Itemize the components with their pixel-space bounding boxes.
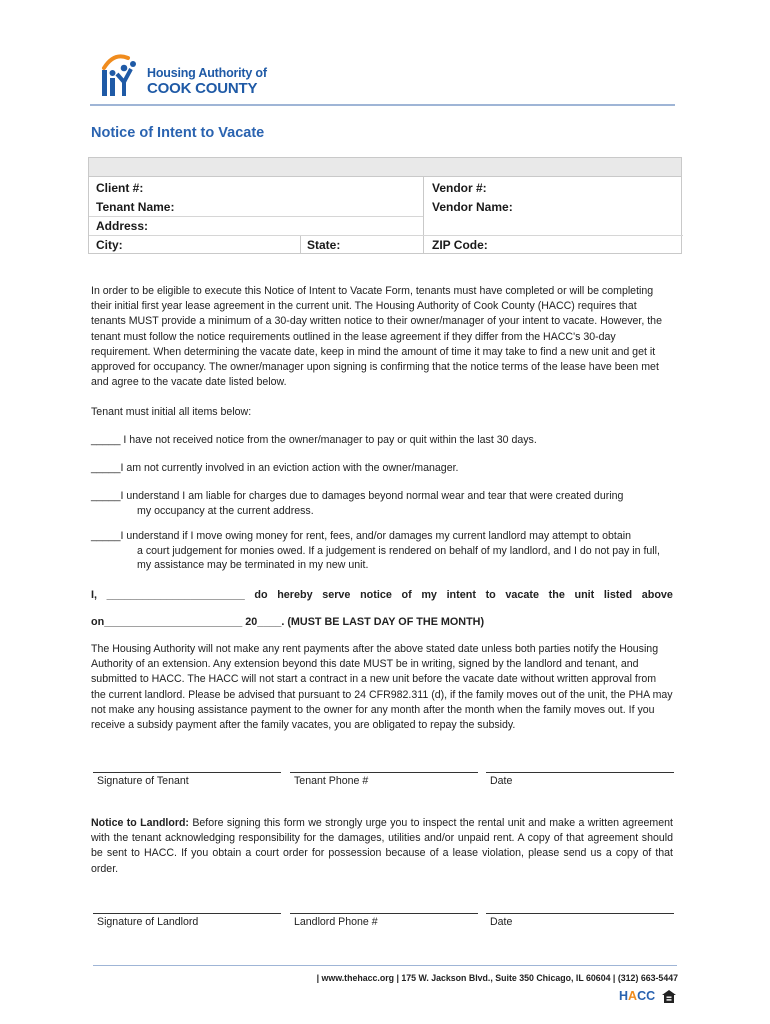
declaration-line-2[interactable]: on_______________________ 20____. (MUST BE LAST DAY OF THE MONTH): [91, 616, 485, 628]
declaration-word: above: [641, 589, 673, 601]
landlord-phone-line[interactable]: [290, 913, 478, 914]
checklist-item[interactable]: [91, 461, 676, 476]
state-field[interactable]: State:: [307, 238, 341, 252]
hacc-logo: [100, 52, 270, 98]
city-field[interactable]: City:: [96, 238, 123, 252]
initial-blank[interactable]: _____: [91, 434, 124, 446]
page-title: Notice of Intent to Vacate: [91, 125, 265, 141]
tenant-date-line[interactable]: [486, 772, 674, 773]
tenant-date-label: Date: [490, 775, 513, 787]
checklist-text-continued: a court judgement for monies owed. If a judgement is rendered on behalf of my landlord, and I do not pay in full, my assistance may be terminated in my new unit.: [137, 544, 660, 571]
landlord-date-line[interactable]: [486, 913, 674, 914]
initial-blank[interactable]: _____: [91, 490, 121, 502]
footer-hacc-logo: [619, 989, 655, 1003]
declaration-line-1[interactable]: [91, 589, 673, 601]
name-blank[interactable]: _______________________: [106, 589, 245, 601]
equal-housing-icon: [662, 990, 676, 1003]
client-number-field[interactable]: Client #:: [96, 181, 144, 195]
declaration-word: listed: [603, 589, 633, 601]
footer-divider: [93, 965, 677, 966]
checklist-item[interactable]: [91, 489, 676, 518]
landlord-signature-label: Signature of Landlord: [97, 916, 199, 928]
checklist-item[interactable]: [91, 529, 676, 573]
initials-instruction: Tenant must initial all items below:: [91, 406, 252, 418]
initial-blank[interactable]: _____: [91, 462, 121, 474]
landlord-notice-heading: Notice to Landlord:: [91, 817, 189, 829]
declaration-word: I,: [91, 589, 97, 601]
checklist-text: I understand if I move owing money for rent, fees, and/or damages my current landlord may attempt to obtain: [120, 530, 631, 542]
tenant-signature-label: Signature of Tenant: [97, 775, 189, 787]
tenant-name-field[interactable]: Tenant Name:: [96, 200, 175, 214]
declaration-word: intent: [446, 589, 476, 601]
checklist-text: I understand I am liable for charges due to damages beyond normal wear and tear that were created during: [120, 490, 624, 502]
checklist-text: I have not received notice from the owner/manager to pay or quit within the last 30 days.: [123, 434, 537, 446]
checklist-item[interactable]: [91, 433, 676, 448]
landlord-signature-line[interactable]: [93, 913, 281, 914]
landlord-notice-body: Before signing this form we strongly urge you to inspect the rental unit and make a written agreement with the tenant acknowledging responsibility for the damages, utilities and/or unpaid rent. A copy of that agreement should be sent to HACC. If you obtain a court order for possession because of a lease violation, please send us a copy of that order.: [91, 817, 673, 875]
info-table-header: [89, 158, 681, 177]
declaration-word: to: [485, 589, 496, 601]
vendor-name-field[interactable]: Vendor Name:: [432, 200, 513, 214]
tenant-info-table: [88, 157, 682, 254]
row-divider: [89, 235, 683, 236]
eligibility-paragraph: In order to be eligible to execute this Notice of Intent to Vacate Form, tenants must have completed or will be completing their initial first year lease agreement in the current unit. The Housing Authority of Cook County (HACC) requires that tenants MUST provide a minimum of a 30-day written notice to their owner/manager of your intent to vacate. However, the tenant must follow the notice requirements outlined in the lease agreement if they differ from the HACC's 30-day requirement. When determining the vacate date, keep in mind the amount of time it may take to find a new unit and get it approved for occupancy. The owner/manager upon signing is confirming that the notice terms of the lease have been met and agree to the vacate date listed below.: [91, 285, 662, 389]
org-name-line1: Housing Authority of: [147, 66, 267, 80]
declaration-word: serve: [322, 589, 351, 601]
declaration-word: my: [421, 589, 437, 601]
zip-code-field[interactable]: ZIP Code:: [432, 238, 488, 252]
tenant-phone-line[interactable]: [290, 772, 478, 773]
landlord-notice-paragraph: [91, 816, 673, 877]
declaration-word: do: [254, 589, 268, 601]
family-house-icon: [100, 52, 144, 98]
initial-blank[interactable]: _____: [91, 530, 121, 542]
footer-logo-text: HACC: [619, 989, 656, 1003]
header-divider: [90, 104, 675, 106]
footer-contact: | www.thehacc.org | 175 W. Jackson Blvd., Suite 350 Chicago, IL 60604 | (312) 663-5447: [316, 973, 678, 983]
checklist-text-continued: my occupancy at the current address.: [137, 504, 314, 517]
declaration-word: unit: [574, 589, 595, 601]
column-divider: [300, 235, 301, 254]
vendor-number-field[interactable]: Vendor #:: [432, 181, 487, 195]
rent-payment-paragraph: The Housing Authority will not make any rent payments after the above stated date unless both parties notify the Housing Authority of an extension. Any extension beyond this date MUST be in writing, signed by the landlord and tenant, and submitted to HACC. The HACC will not start a contract in a new unit before the vacate date without written approval from the current landlord. Please be advised that pursuant to 24 CFR982.311 (d), if the family moves out of the unit, the PHA may not make any housing assistance payment to the owner for any month after the month when the family moves out. If you receive a subsidy payment after the family vacates, you are obligated to repay the subsidy.: [91, 643, 673, 732]
address-field[interactable]: Address:: [96, 219, 149, 233]
column-divider: [423, 177, 424, 254]
declaration-word: hereby: [277, 589, 313, 601]
landlord-phone-label: Landlord Phone #: [294, 916, 378, 928]
tenant-phone-label: Tenant Phone #: [294, 775, 369, 787]
tenant-signature-line[interactable]: [93, 772, 281, 773]
declaration-word: of: [401, 589, 412, 601]
declaration-word: notice: [360, 589, 392, 601]
checklist-text: I am not currently involved in an eviction action with the owner/manager.: [120, 462, 459, 474]
org-name-line2: COOK COUNTY: [147, 80, 258, 97]
declaration-word: the: [548, 589, 565, 601]
declaration-word: vacate: [505, 589, 540, 601]
landlord-date-label: Date: [490, 916, 513, 928]
row-divider: [89, 216, 423, 217]
